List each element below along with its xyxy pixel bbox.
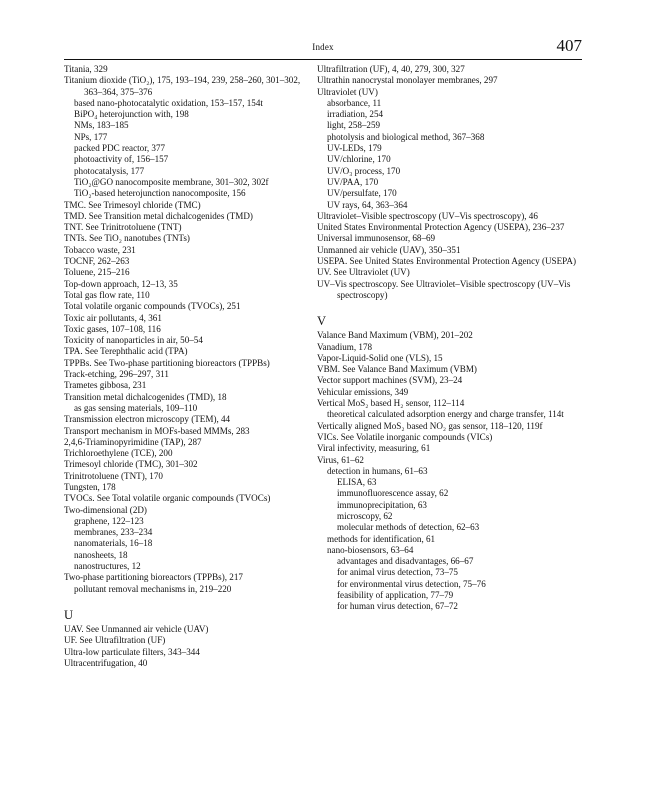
section-letter-v: V	[317, 314, 327, 329]
section-letter-u: U	[64, 607, 74, 622]
index-entry: VBM. See Valance Band Maximum (VBM)	[317, 364, 477, 375]
index-entry: Valance Band Maximum (VBM), 201–202	[317, 330, 473, 341]
index-subentry: theoretical calculated adsorption energy and charge transfer, 114t	[327, 409, 564, 420]
index-subentry: photoactivity of, 156–157	[74, 154, 169, 165]
index-subentry: as gas sensing materials, 109–110	[74, 402, 198, 413]
index-subentry: advantages and disadvantages, 66–67	[337, 556, 474, 567]
index-entry: UV. See Ultraviolet (UV)	[317, 267, 410, 278]
index-entry: TPA. See Terephthalic acid (TPA)	[64, 346, 188, 357]
index-subentry: BiPO₄ heterojunction with, 198	[74, 109, 189, 120]
index-subentry: packed PDC reactor, 377	[74, 143, 166, 154]
index-subentry: NPs, 177	[74, 131, 108, 142]
index-entry: Total gas flow rate, 110	[64, 289, 150, 300]
index-entry: TNT. See Trinitrotoluene (TNT)	[64, 222, 182, 233]
index-entry: Toxic air pollutants, 4, 361	[64, 312, 162, 323]
index-entry: Vertical MoS₂ based H₂ sensor, 112–114	[317, 398, 465, 409]
index-entry: Trimesoyl chloride (TMC), 301–302	[64, 459, 198, 470]
index-subentry: immunofluorescence assay, 62	[337, 488, 449, 499]
index-entry: Ultraviolet (UV)	[317, 86, 378, 97]
index-entry: Tobacco waste, 231	[64, 244, 136, 255]
index-entry: Titania, 329	[64, 64, 108, 74]
index-subentry: light, 258–259	[327, 120, 381, 131]
index-subentry: nanomaterials, 16–18	[74, 538, 153, 549]
index-subentry: detection in humans, 61–63	[327, 465, 428, 476]
index-subentry: for environmental virus detection, 75–76	[337, 578, 486, 589]
index-subentry: methods for identification, 61	[327, 533, 436, 544]
index-subentry: absorbance, 11	[327, 97, 382, 108]
index-entry: TPPBs. See Two-phase partitioning bioreactors (TPPBs)	[64, 357, 270, 368]
index-subentry: membranes, 233–234	[74, 527, 153, 538]
index-subentry: nanostructures, 12	[74, 561, 141, 572]
index-entry: TOCNF, 262–263	[64, 256, 130, 267]
index-entry: Universal immunosensor, 68–69	[317, 233, 436, 244]
index-entry: Total volatile organic compounds (TVOCs), 251	[64, 301, 241, 312]
index-subentry: UV/chlorine, 170	[327, 154, 391, 165]
index-subentry: UV/persulfate, 170	[327, 188, 397, 199]
index-entry: Vector support machines (SVM), 23–24	[317, 375, 463, 386]
index-entry: Unmanned air vehicle (UAV), 350–351	[317, 244, 461, 255]
index-entry: Transmission electron microscopy (TEM), 44	[64, 414, 231, 425]
index-entry: Ultrathin nanocrystal monolayer membranes, 297	[317, 75, 498, 86]
index-entry: 2,4,6-Triaminopyrimidine (TAP), 287	[64, 436, 202, 447]
index-subentry: immunoprecipitation, 63	[337, 499, 427, 510]
index-column-left	[64, 64, 314, 669]
index-subentry: NMs, 183–185	[74, 120, 129, 131]
index-entry: Top-down approach, 12–13, 35	[64, 278, 178, 289]
index-entry: Ultraviolet–Visible spectroscopy (UV–Vis spectroscopy), 46	[317, 210, 538, 221]
index-entry: TVOCs. See Total volatile organic compounds (TVOCs)	[64, 493, 271, 504]
index-subentry: pollutant removal mechanisms in, 219–220	[74, 583, 232, 594]
index-entry: Trichloroethylene (TCE), 200	[64, 448, 173, 459]
running-header	[64, 36, 582, 58]
index-column-right	[317, 64, 585, 613]
page-number: 407	[556, 36, 582, 55]
index-subentry: for animal virus detection, 73–75	[337, 567, 458, 578]
index-entry: TMC. See Trimesoyl chloride (TMC)	[64, 199, 201, 210]
index-subentry: microscopy, 62	[337, 510, 393, 521]
index-subentry: nano-biosensors, 63–64	[327, 544, 414, 555]
index-entry: Two-phase partitioning bioreactors (TPPBs), 217	[64, 572, 243, 583]
index-entry: Titanium dioxide (TiO₂), 175, 193–194, 239, 258–260, 301–302, 363–364, 375–376	[64, 75, 301, 97]
index-entry: VICs. See Volatile inorganic compounds (VICs)	[317, 431, 493, 442]
index-subentry: graphene, 122–123	[74, 515, 144, 526]
index-entry: Ultracentrifugation, 40	[64, 657, 148, 668]
index-subentry: molecular methods of detection, 62–63	[337, 522, 480, 533]
index-entry: TMD. See Transition metal dichalcogenides (TMD)	[64, 210, 253, 221]
index-entry: Vehicular emissions, 349	[317, 386, 409, 397]
index-subentry: photolysis and biological method, 367–368	[327, 131, 485, 142]
index-entry: Two-dimensional (2D)	[64, 504, 147, 515]
index-entry: Track-etching, 296–297, 311	[64, 369, 169, 380]
index-subentry: UV/PAA, 170	[327, 176, 379, 187]
index-entry: Toxicity of nanoparticles in air, 50–54	[64, 335, 203, 346]
index-subentry: for human virus detection, 67–72	[337, 601, 458, 612]
index-subentry: UV-LEDs, 179	[327, 143, 382, 154]
header-rule	[64, 59, 582, 60]
index-entry: UAV. See Unmanned air vehicle (UAV)	[64, 623, 209, 634]
index-subentry: TiO₂@GO nanocomposite membrane, 301–302, 302f	[74, 176, 269, 187]
index-entry: Transition metal dichalcogenides (TMD), 18	[64, 391, 227, 402]
index-entry: USEPA. See United States Environmental Protection Agency (USEPA)	[317, 256, 576, 267]
index-entry: TNTs. See TiO₂ nanotubes (TNTs)	[64, 233, 190, 244]
index-entry: Trametes gibbosa, 231	[64, 380, 147, 391]
index-subentry: UV/O₃ process, 170	[327, 165, 401, 176]
index-entry: Toxic gases, 107–108, 116	[64, 323, 161, 334]
index-entry: Vanadium, 178	[317, 341, 373, 352]
index-subentry: TiO₂-based heterojunction nanocomposite, 156	[74, 188, 246, 199]
index-entry: UF. See Ultrafiltration (UF)	[64, 635, 166, 646]
index-entry: United States Environmental Protection Agency (USEPA), 236–237	[317, 222, 565, 233]
index-entry: Toluene, 215–216	[64, 267, 130, 278]
index-subentry: irradiation, 254	[327, 109, 384, 120]
index-entry: Vertically aligned MoS₂ based NO₂ gas sensor, 118–120, 119f	[317, 420, 543, 431]
index-entry: Ultrafiltration (UF), 4, 40, 279, 300, 327	[317, 64, 465, 74]
index-entry: Viral infectivity, measuring, 61	[317, 443, 431, 454]
index-subentry: UV rays, 64, 363–364	[327, 199, 408, 210]
index-subentry: ELISA, 63	[337, 477, 377, 488]
index-subentry: feasibility of application, 77–79	[337, 590, 454, 601]
index-subentry: nanosheets, 18	[74, 549, 128, 560]
running-head-title: Index	[312, 42, 334, 52]
index-entry: Tungsten, 178	[64, 481, 116, 492]
index-entry: UV–Vis spectroscopy. See Ultraviolet–Visible spectroscopy (UV–Vis spectroscopy)	[317, 278, 571, 300]
index-subentry: photocatalysis, 177	[74, 165, 145, 176]
index-subentry: based nano-photocatalytic oxidation, 153–157, 154t	[74, 97, 263, 108]
index-entry: Vapor-Liquid-Solid one (VLS), 15	[317, 352, 443, 363]
index-entry: Transport mechanism in MOFs-based MMMs, 283	[64, 425, 250, 436]
index-entry: Virus, 61–62	[317, 454, 364, 465]
index-entry: Trinitrotoluene (TNT), 170	[64, 470, 163, 481]
index-entry: Ultra-low particulate filters, 343–344	[64, 646, 200, 657]
